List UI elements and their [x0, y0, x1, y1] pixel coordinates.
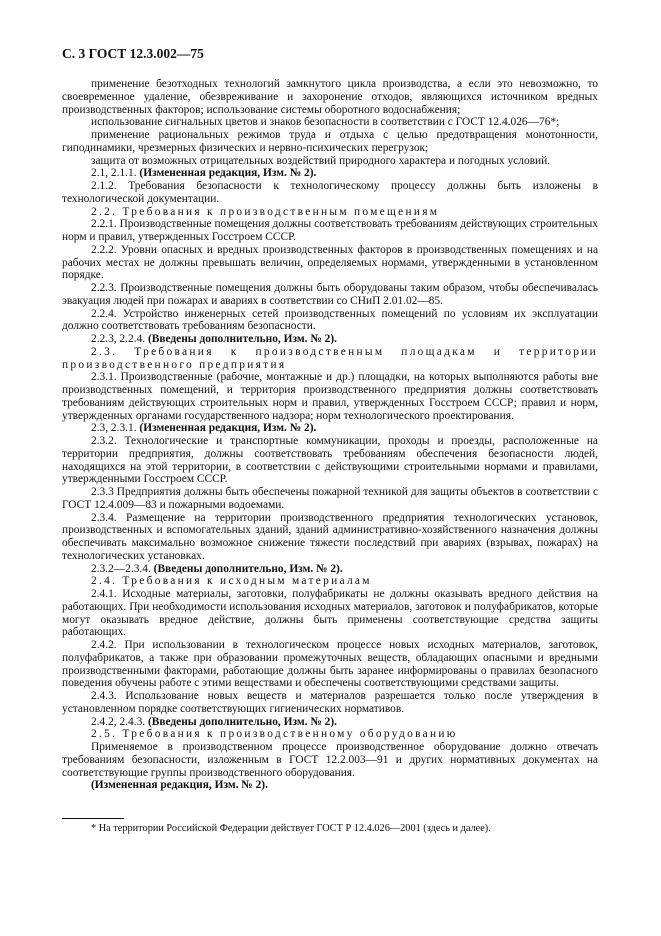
section-heading	[62, 206, 598, 219]
paragraph	[62, 486, 598, 512]
paragraph	[62, 435, 598, 486]
paragraph	[62, 116, 598, 129]
paragraph-text: 2.1, 2.1.1.	[91, 167, 140, 180]
paragraph-text: 2.2.3. Производственные помещения должны быть оборудованы таким образом, чтобы обеспечивалась эвакуация людей при пожарах и авариях в соответствии со СНиП 2.01.02—85.	[62, 282, 598, 307]
paragraph	[62, 78, 598, 116]
paragraph-text: 2.3.2. Технологические и транспортные коммуникации, проходы и проезды, расположенные на территории предприятия, должны соответствовать требованиям обеспечения безопасности людей, находящихся на этой территории, в соответствии с действующими строительными нормами и правилами, утвержденными Госстроем СССР.	[62, 435, 598, 486]
paragraph-text: 2.2.2. Уровни опасных и вредных производственных факторов в производственных помещениях и на рабочих местах не должны превышать величин, определяемых нормами, утвержденными в установленном порядке.	[62, 243, 598, 282]
footnote: * На территории Российской Федерации действует ГОСТ Р 12.4.026—2001 (здесь и далее).	[91, 823, 491, 834]
paragraph	[62, 741, 598, 779]
paragraph	[62, 218, 598, 244]
section-heading	[62, 575, 598, 588]
paragraph-text: 2.3.2—2.3.4.	[91, 562, 154, 575]
paragraph	[62, 333, 598, 346]
paragraph	[62, 422, 598, 435]
paragraph	[62, 167, 598, 180]
paragraph	[62, 639, 598, 690]
paragraph	[62, 308, 598, 334]
footnote-rule	[62, 818, 124, 819]
paragraph-text: 2.2.1. Производственные помещения должны соответствовать требованиям действующих строительных норм и правил, утвержденных Госстроем СССР.	[62, 218, 598, 243]
paragraph-text: 2.2.3, 2.2.4.	[91, 333, 148, 345]
paragraph-text: 2.4.2, 2.4.3.	[91, 715, 148, 728]
paragraph-text: 2.2.4. Устройство инженерных сетей производственных помещений по условиям их эксплуатации должно соответствовать требованиям безопасности.	[62, 307, 598, 333]
amendment-note: (Введены дополнительно, Изм. № 2).	[147, 715, 337, 728]
amendment-note: (Введены дополнительно, Изм. № 2).	[147, 333, 337, 345]
paragraph-text: 2.4.2. При использовании в технологическом процессе новых исходных материалов, заготовок, полуфабрикатов, а также при образовании промежуточных веществ, обладающих опасными и вредными производственными факторами, работающие должны быть заранее информированы о правилах безопасного поведения обучены работе с этими веществами и обеспечены соответствующими средствами защиты.	[62, 639, 598, 690]
paragraph	[62, 563, 598, 576]
amendment-note: (Введены дополнительно, Изм. № 2).	[153, 562, 343, 575]
paragraph-text: 2.3. Требования к производственным площадкам и территории производственного предприятия	[62, 345, 598, 371]
paragraph-text: 2.3.1. Производственные (рабочие, монтажные и др.) площадки, на которых выполняются работы вне производственных помещений, и территория производственного предприятия должны соответствовать требованиям действующих строительных норм и правил, утвержденных Госстроем СССР; правил и норм, утвержденных органами государственного надзора; норм технологического проектирования.	[62, 371, 598, 422]
amendment-note: (Измененная редакция, Изм. № 2).	[91, 779, 268, 792]
paragraph-text: применение безотходных технологий замкнутого цикла производства, а если это невозможно, то своевременное удаление, обезвреживание и захоронение отходов, являющихся источником вредных производственных факторов; использование системы оборотного водоснабжения;	[62, 78, 598, 116]
paragraph-text: защита от возможных отрицательных воздействий природного характера и погодных условий.	[91, 154, 551, 167]
page-header: С. 3 ГОСТ 12.3.002—75	[62, 46, 204, 61]
section-heading	[62, 728, 598, 741]
paragraph	[62, 779, 598, 792]
paragraph-text: 2.3.4. Размещение на территории производственного предприятия технологических установок, производственных и вспомогательных зданий, зданий административно-хозяйственного назначения должны обеспечивать максимально возможное снижение тяжести последствий при авариях (взрывах, пожарах) на технологических установках.	[62, 511, 598, 562]
paragraph-text: Применяемое в производственном процессе производственное оборудование должно отвечать требованиям безопасности, изложенным в ГОСТ 12.2.003—91 и других нормативных документах на соответствующие группы производственного оборудования.	[62, 741, 598, 779]
amendment-note: (Измененная редакция, Изм. № 2).	[139, 167, 317, 180]
paragraph-text: использование сигнальных цветов и знаков безопасности в соответствии с ГОСТ 12.4.026—76*;	[91, 116, 560, 129]
document-body	[62, 78, 598, 792]
paragraph-text: 2.3.3 Предприятия должны быть обеспечены пожарной техникой для защиты объектов в соответствии с ГОСТ 12.4.009—83 и пожарными водоемами.	[62, 486, 598, 511]
paragraph	[62, 512, 598, 563]
paragraph	[62, 282, 598, 308]
paragraph-text: 2.4. Требования к исходным материалам	[91, 575, 372, 588]
paragraph-text: 2.3, 2.3.1.	[91, 422, 140, 435]
paragraph	[62, 180, 598, 206]
paragraph-text: 2.1.2. Требования безопасности к технологическому процессу должны быть изложены в технологической документации.	[62, 180, 598, 205]
paragraph	[62, 244, 598, 282]
paragraph-text: применение рациональных режимов труда и отдыха с целью предотвращения монотонности, гиподинамики, чрезмерных физических и нервно-психических перегрузок;	[62, 129, 598, 154]
paragraph	[62, 588, 598, 639]
section-heading	[62, 346, 598, 372]
paragraph	[62, 129, 598, 155]
paragraph	[62, 690, 598, 716]
paragraph	[62, 371, 598, 422]
paragraph-text: 2.5. Требования к производственному оборудованию	[91, 728, 458, 741]
paragraph-text: 2.4.1. Исходные материалы, заготовки, полуфабрикаты не должны оказывать вредного действия на работающих. При необходимости использования исходных материалов, заготовок и полуфабрикатов, которые могут оказывать вредное действие, должны быть применены соответствующие средства защиты работающих.	[62, 588, 598, 639]
paragraph	[62, 155, 598, 168]
paragraph-text: 2.4.3. Использование новых веществ и материалов разрешается только после утверждения в установленном порядке соответствующих гигиенических нормативов.	[62, 690, 598, 715]
paragraph	[62, 716, 598, 729]
paragraph-text: 2.2. Требования к производственным помещениям	[91, 205, 440, 218]
amendment-note: (Измененная редакция, Изм. № 2).	[139, 422, 317, 435]
